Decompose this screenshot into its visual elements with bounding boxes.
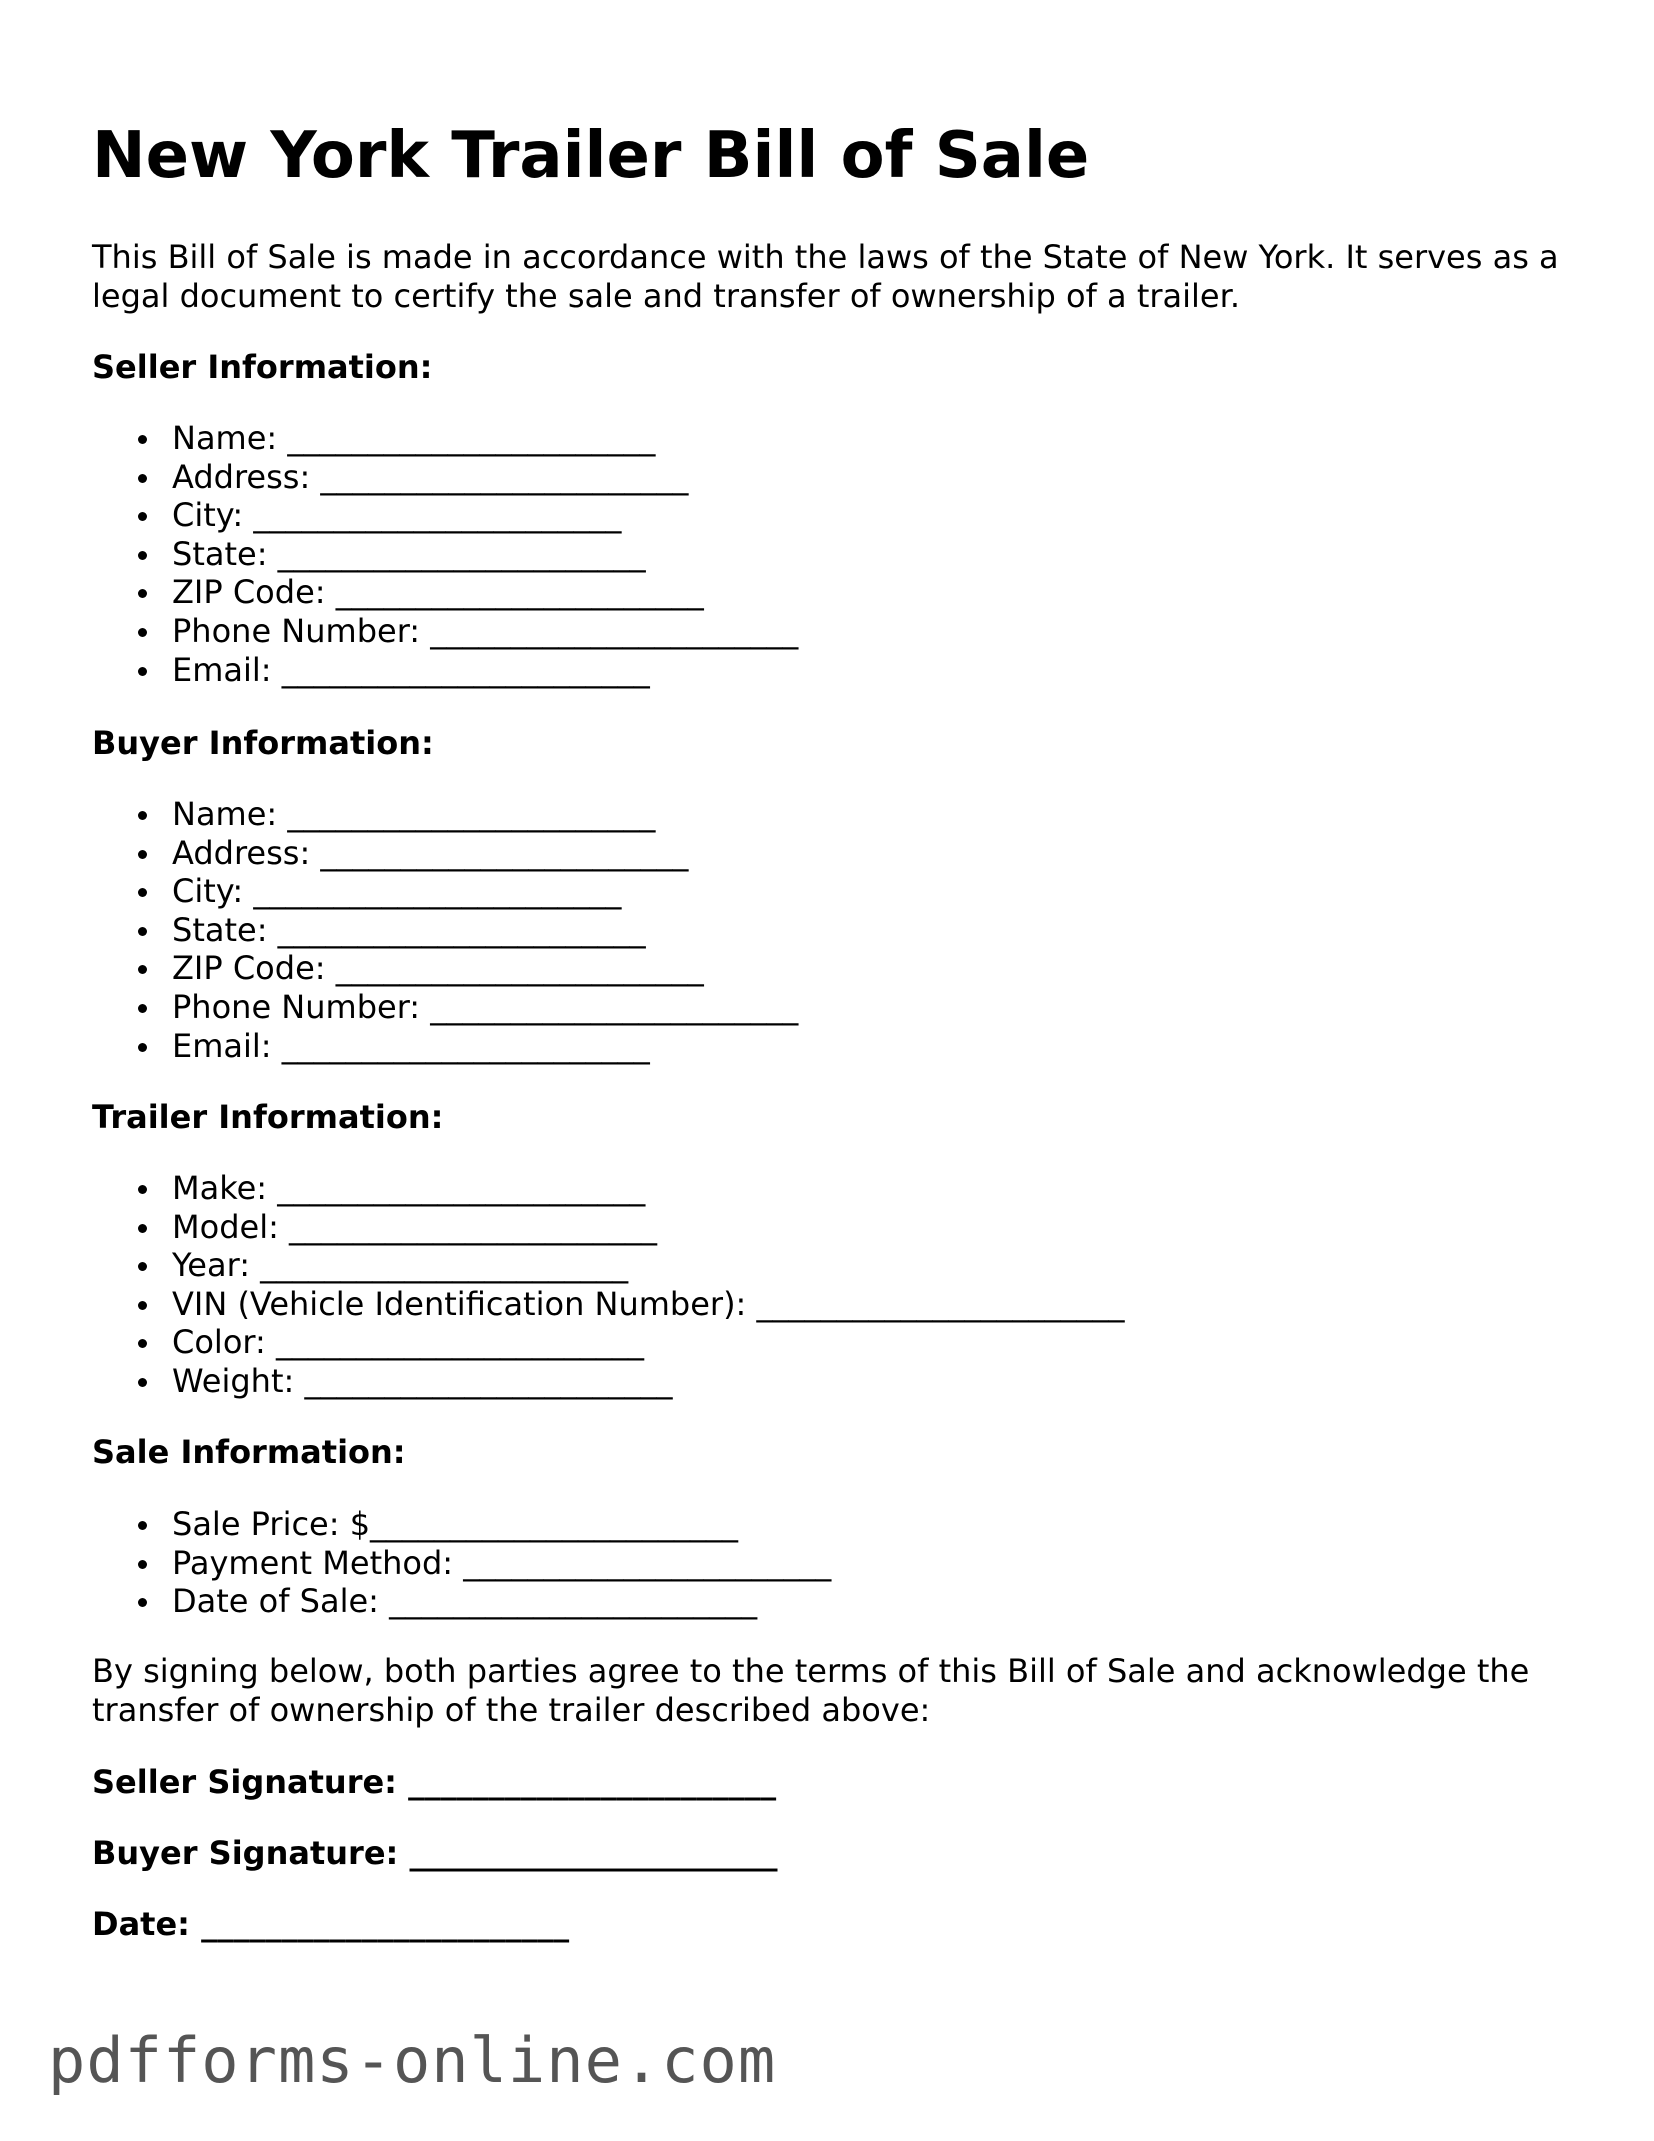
seller-signature-field[interactable]: Seller Signature: _______________________ — [92, 1763, 777, 1801]
trailer-model-field[interactable]: Model: _______________________ — [92, 1208, 1125, 1247]
seller-heading: Seller Information: — [92, 348, 433, 386]
trailer-year-field[interactable]: Year: _______________________ — [92, 1246, 1125, 1285]
seller-fields-list — [92, 419, 798, 689]
trailer-color-field[interactable]: Color: _______________________ — [92, 1323, 1125, 1362]
buyer-signature-field[interactable]: Buyer Signature: _______________________ — [92, 1834, 778, 1872]
buyer-email-field[interactable]: Email: _______________________ — [92, 1027, 798, 1066]
intro-paragraph: This Bill of Sale is made in accordance with the laws of the State of New York. It serves as a legal document to certify the sale and transfer of ownership of a trailer. — [92, 238, 1559, 315]
buyer-fields-list — [92, 795, 798, 1065]
trailer-weight-field[interactable]: Weight: _______________________ — [92, 1362, 1125, 1401]
signature-date-field[interactable]: Date: _______________________ — [92, 1905, 570, 1943]
document-title: New York Trailer Bill of Sale — [92, 119, 1090, 193]
trailer-make-field[interactable]: Make: _______________________ — [92, 1169, 1125, 1208]
seller-state-field[interactable]: State: _______________________ — [92, 535, 798, 574]
buyer-state-field[interactable]: State: _______________________ — [92, 911, 798, 950]
buyer-phone-field[interactable]: Phone Number: _______________________ — [92, 988, 798, 1027]
buyer-city-field[interactable]: City: _______________________ — [92, 872, 798, 911]
sale-heading: Sale Information: — [92, 1433, 406, 1471]
seller-phone-field[interactable]: Phone Number: _______________________ — [92, 612, 798, 651]
seller-address-field[interactable]: Address: _______________________ — [92, 458, 798, 497]
seller-city-field[interactable]: City: _______________________ — [92, 496, 798, 535]
buyer-zip-field[interactable]: ZIP Code: _______________________ — [92, 949, 798, 988]
buyer-address-field[interactable]: Address: _______________________ — [92, 834, 798, 873]
trailer-heading: Trailer Information: — [92, 1098, 444, 1136]
seller-zip-field[interactable]: ZIP Code: _______________________ — [92, 573, 798, 612]
seller-email-field[interactable]: Email: _______________________ — [92, 651, 798, 690]
trailer-vin-field[interactable]: VIN (Vehicle Identification Number): _______________________ — [92, 1285, 1125, 1324]
sale-fields-list — [92, 1505, 831, 1621]
buyer-name-field[interactable]: Name: _______________________ — [92, 795, 798, 834]
payment-method-field[interactable]: Payment Method: _______________________ — [92, 1544, 831, 1583]
date-of-sale-field[interactable]: Date of Sale: _______________________ — [92, 1582, 831, 1621]
seller-name-field[interactable]: Name: _______________________ — [92, 419, 798, 458]
watermark-text: pdfforms-online.com — [48, 2024, 777, 2097]
sale-price-field[interactable]: Sale Price: $_______________________ — [92, 1505, 831, 1544]
closing-paragraph: By signing below, both parties agree to the terms of this Bill of Sale and acknowledge the transfer of ownership of the trailer described above: — [92, 1652, 1530, 1729]
buyer-heading: Buyer Information: — [92, 724, 434, 762]
trailer-fields-list — [92, 1169, 1125, 1401]
